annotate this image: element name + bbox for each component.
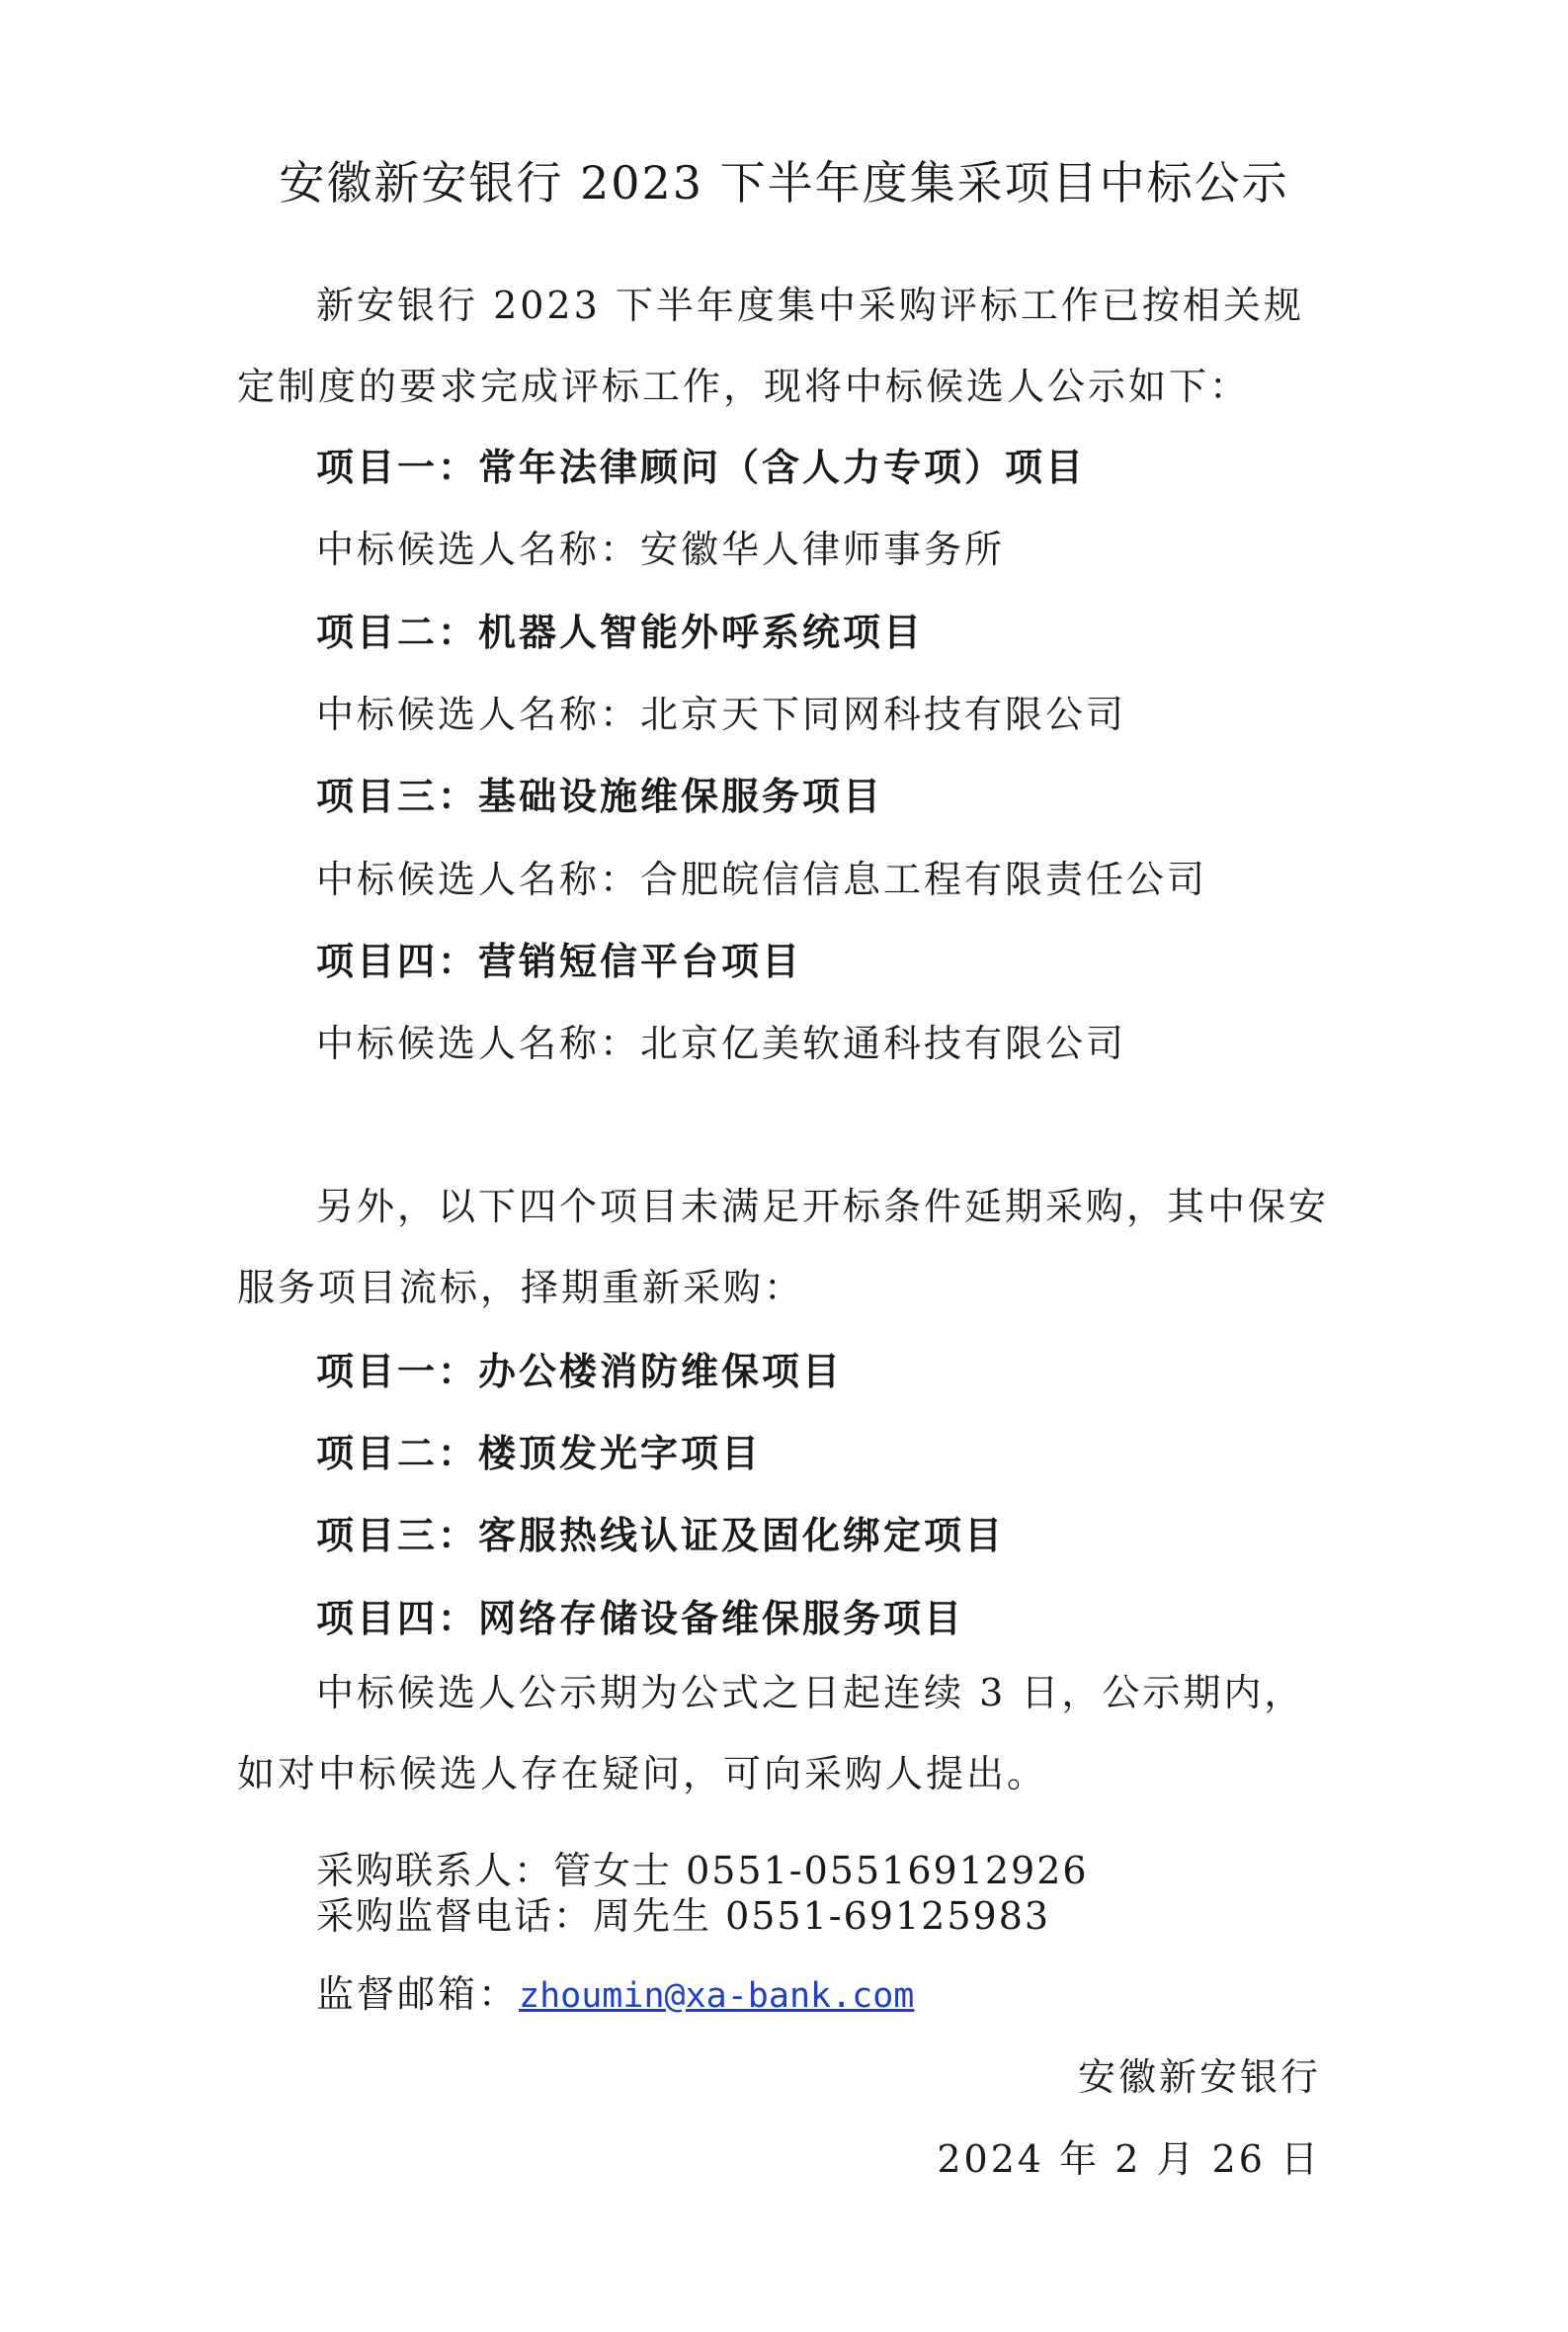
email-link[interactable]: zhoumin@xa-bank.com: [519, 1976, 915, 2016]
signature-org: 安徽新安银行: [1077, 2055, 1321, 2099]
signature-date: 2024 年 2 月 26 日: [937, 2137, 1321, 2181]
awarded-candidate-4: 中标候选人名称：北京亿美软通科技有限公司: [316, 1022, 1127, 1065]
awarded-candidate-2: 中标候选人名称：北京天下同网科技有限公司: [316, 693, 1127, 736]
postponed-project-3: 项目三：客服热线认证及固化绑定项目: [316, 1513, 1006, 1557]
awarded-project-2: 项目二：机器人智能外呼系统项目: [316, 610, 925, 654]
awarded-project-1: 项目一：常年法律顾问（含人力专项）项目: [316, 445, 1087, 489]
postponed-project-1: 项目一：办公楼消防维保项目: [316, 1349, 844, 1393]
postponed-intro-paragraph: 另外，以下四个项目未满足开标条件延期采购，其中保安服务项目流标，择期重新采购：: [237, 1185, 1330, 1309]
intro-paragraph: 新安银行 2023 下半年度集中采购评标工作已按相关规定制度的要求完成评标工作，现将中标候选人公示如下：: [237, 284, 1304, 408]
supervision-phone: 采购监督电话：周先生 0551-69125983: [316, 1894, 1051, 1938]
awarded-project-4: 项目四：营销短信平台项目: [316, 939, 803, 983]
document-title: 安徽新安银行 2023 下半年度集采项目中标公示: [279, 156, 1289, 209]
awarded-candidate-1: 中标候选人名称：安徽华人律师事务所: [316, 528, 1006, 571]
email-label: 监督邮箱：: [316, 1972, 520, 2016]
awarded-project-3: 项目三：基础设施维保服务项目: [316, 774, 884, 818]
postponed-project-4: 项目四：网络存储设备维保服务项目: [316, 1596, 965, 1640]
notice-paragraph: 中标候选人公示期为公式之日起连续 3 日，公示期内，如对中标候选人存在疑问，可向采购人提出。: [237, 1671, 1305, 1795]
purchase-contact: 采购联系人：管女士 0551-05516912926: [316, 1849, 1089, 1892]
postponed-project-2: 项目二：楼顶发光字项目: [316, 1431, 763, 1475]
awarded-candidate-3: 中标候选人名称：合肥皖信信息工程有限责任公司: [316, 858, 1208, 901]
supervision-email-row: [316, 1966, 914, 2024]
